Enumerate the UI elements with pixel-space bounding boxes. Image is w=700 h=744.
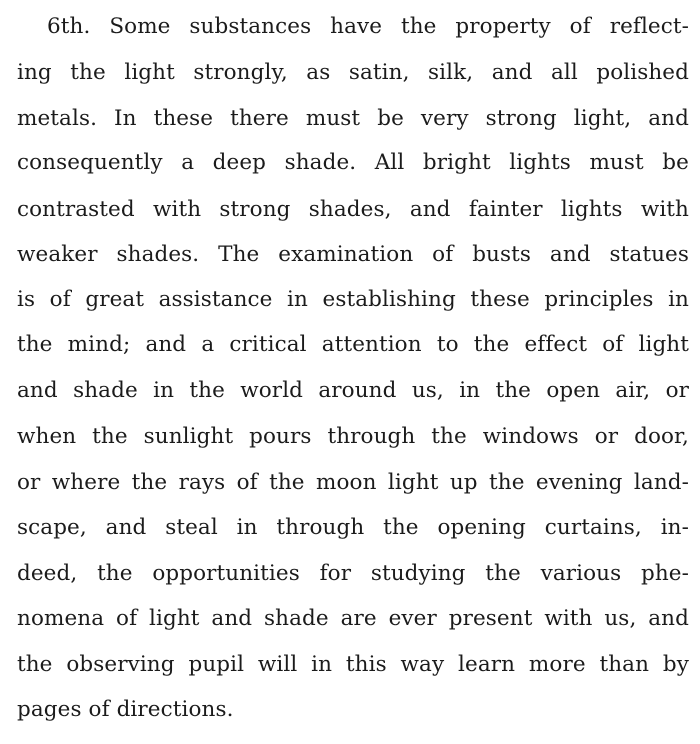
text-line: consequently a deep shade. All bright lights must be xyxy=(17,150,689,175)
text-line: when the sunlight pours through the windows or door, xyxy=(17,424,689,449)
text-line: the observing pupil will in this way learn more than by xyxy=(17,652,689,677)
text-line: is of great assistance in establishing these principles in xyxy=(17,287,689,312)
text-line: pages of directions. xyxy=(17,697,234,722)
text-line: nomena of light and shade are ever present with us, and xyxy=(17,606,689,631)
text-line: scape, and steal in through the opening curtains, in- xyxy=(17,515,689,540)
text-line: 6th. Some substances have the property of reflect- xyxy=(47,14,689,39)
text-line: or where the rays of the moon light up the evening land- xyxy=(17,470,689,495)
text-line: ing the light strongly, as satin, silk, and all polished xyxy=(17,60,689,85)
text-line: deed, the opportunities for studying the various phe- xyxy=(17,561,689,586)
text-line: weaker shades. The examination of busts and statues xyxy=(17,242,689,267)
text-line: contrasted with strong shades, and fainter lights with xyxy=(17,197,689,222)
text-line: the mind; and a critical attention to the effect of light xyxy=(17,332,689,357)
text-line: metals. In these there must be very strong light, and xyxy=(17,106,689,131)
text-line: and shade in the world around us, in the open air, or xyxy=(17,378,689,403)
